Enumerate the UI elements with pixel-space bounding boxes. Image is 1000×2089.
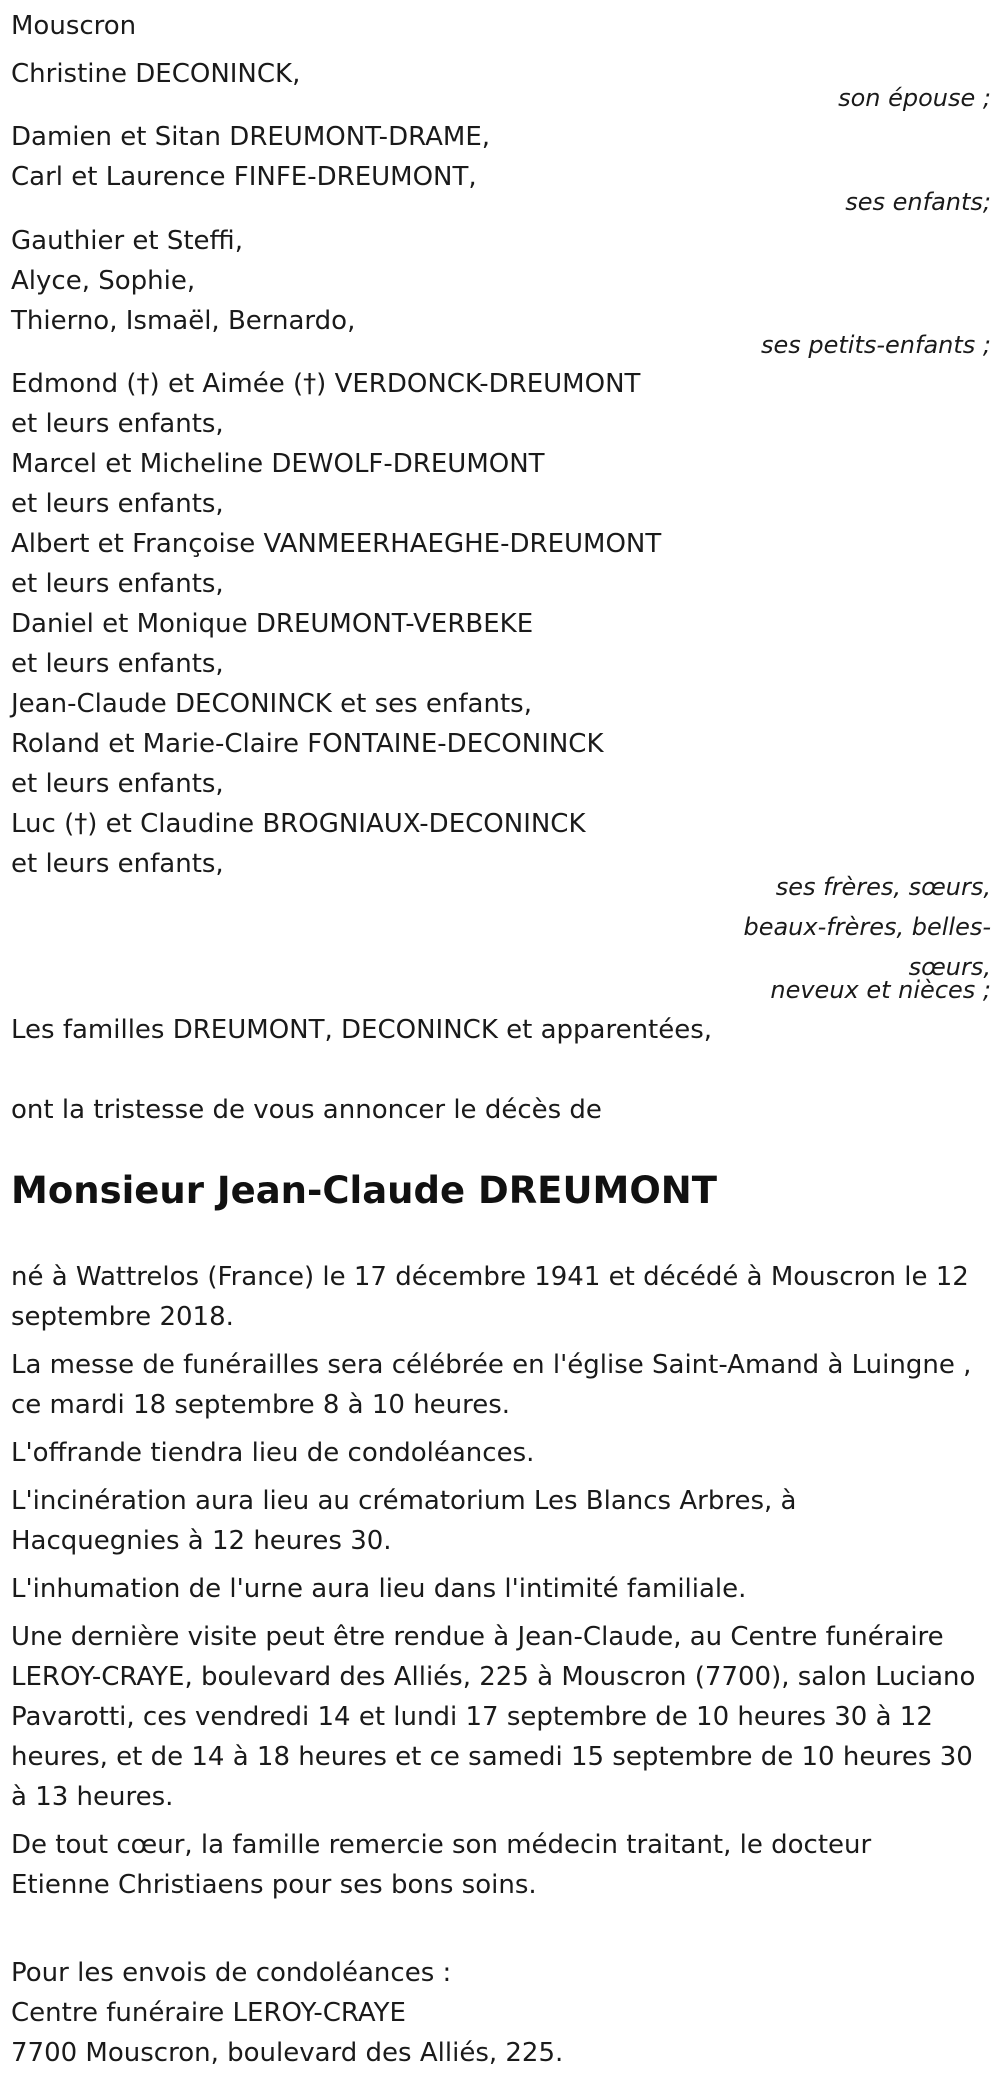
grandchild-line: Thierno, Ismaël, Bernardo, <box>11 306 356 336</box>
sibling-line: Albert et Françoise VANMEERHAEGHE-DREUMONT <box>11 529 662 559</box>
body-line: Pavarotti, ces vendredi 14 et lundi 17 septembre de 10 heures 30 à 12 <box>11 1702 933 1732</box>
child-line: Carl et Laurence FINFE-DREUMONT, <box>11 162 477 192</box>
spouse-name: Christine DECONINCK, <box>11 59 301 89</box>
siblings-relation: sœurs, <box>908 953 991 981</box>
sibling-line: et leurs enfants, <box>11 409 224 439</box>
body-line: De tout cœur, la famille remercie son médecin traitant, le docteur <box>11 1830 872 1860</box>
body-line: né à Wattrelos (France) le 17 décembre 1941 et décédé à Mouscron le 12 <box>11 1262 969 1292</box>
sibling-line: Daniel et Monique DREUMONT-VERBEKE <box>11 609 534 639</box>
grandchild-line: Alyce, Sophie, <box>11 266 196 296</box>
body-line: La messe de funérailles sera célébrée en l'église Saint-Amand à Luingne , <box>11 1350 972 1380</box>
sibling-line: et leurs enfants, <box>11 489 224 519</box>
body-line: L'offrande tiendra lieu de condoléances. <box>11 1438 535 1468</box>
body-line: LEROY-CRAYE, boulevard des Alliés, 225 à Mouscron (7700), salon Luciano <box>11 1662 976 1692</box>
body-line: septembre 2018. <box>11 1302 234 1332</box>
city-header: Mouscron <box>11 11 137 41</box>
deceased-name: Monsieur Jean-Claude DREUMONT <box>11 1169 717 1212</box>
sibling-line: Marcel et Micheline DEWOLF-DREUMONT <box>11 449 545 479</box>
grandchild-line: Gauthier et Steffi, <box>11 226 243 256</box>
body-line: ce mardi 18 septembre 8 à 10 heures. <box>11 1390 511 1420</box>
body-line: heures, et de 14 à 18 heures et ce samedi 15 septembre de 10 heures 30 <box>11 1742 973 1772</box>
condolences-line: Centre funéraire LEROY-CRAYE <box>11 1998 406 2028</box>
sibling-line: et leurs enfants, <box>11 569 224 599</box>
sibling-line: Jean-Claude DECONINCK et ses enfants, <box>11 689 532 719</box>
body-line: Une dernière visite peut être rendue à Jean-Claude, au Centre funéraire <box>11 1622 944 1652</box>
grandchildren-relation: ses petits-enfants ; <box>760 331 991 359</box>
child-line: Damien et Sitan DREUMONT-DRAME, <box>11 122 491 152</box>
condolences-line: Pour les envois de condoléances : <box>11 1958 452 1988</box>
body-line: à 13 heures. <box>11 1782 174 1812</box>
sibling-line: Edmond (†) et Aimée (†) VERDONCK-DREUMONT <box>11 369 641 399</box>
condolences-line: 7700 Mouscron, boulevard des Alliés, 225. <box>11 2038 564 2068</box>
children-relation: ses enfants; <box>845 188 991 216</box>
siblings-relation: ses frères, sœurs, <box>775 873 991 901</box>
sibling-line: et leurs enfants, <box>11 849 224 879</box>
families-line: Les familles DREUMONT, DECONINCK et apparentées, <box>11 1015 713 1045</box>
body-line: L'inhumation de l'urne aura lieu dans l'intimité familiale. <box>11 1574 747 1604</box>
sibling-line: Roland et Marie-Claire FONTAINE-DECONINCK <box>11 729 604 759</box>
siblings-relation: beaux-frères, belles- <box>743 913 991 941</box>
sibling-line: et leurs enfants, <box>11 649 224 679</box>
body-line: Etienne Christiaens pour ses bons soins. <box>11 1870 537 1900</box>
spouse-relation: son épouse ; <box>838 84 991 112</box>
sibling-line: Luc (†) et Claudine BROGNIAUX-DECONINCK <box>11 809 586 839</box>
announce-line: ont la tristesse de vous annoncer le décès de <box>11 1095 602 1125</box>
sibling-line: et leurs enfants, <box>11 769 224 799</box>
body-line: L'incinération aura lieu au crématorium Les Blancs Arbres, à <box>11 1486 797 1516</box>
body-line: Hacquegnies à 12 heures 30. <box>11 1526 392 1556</box>
siblings-relation: neveux et nièces ; <box>770 976 991 1004</box>
